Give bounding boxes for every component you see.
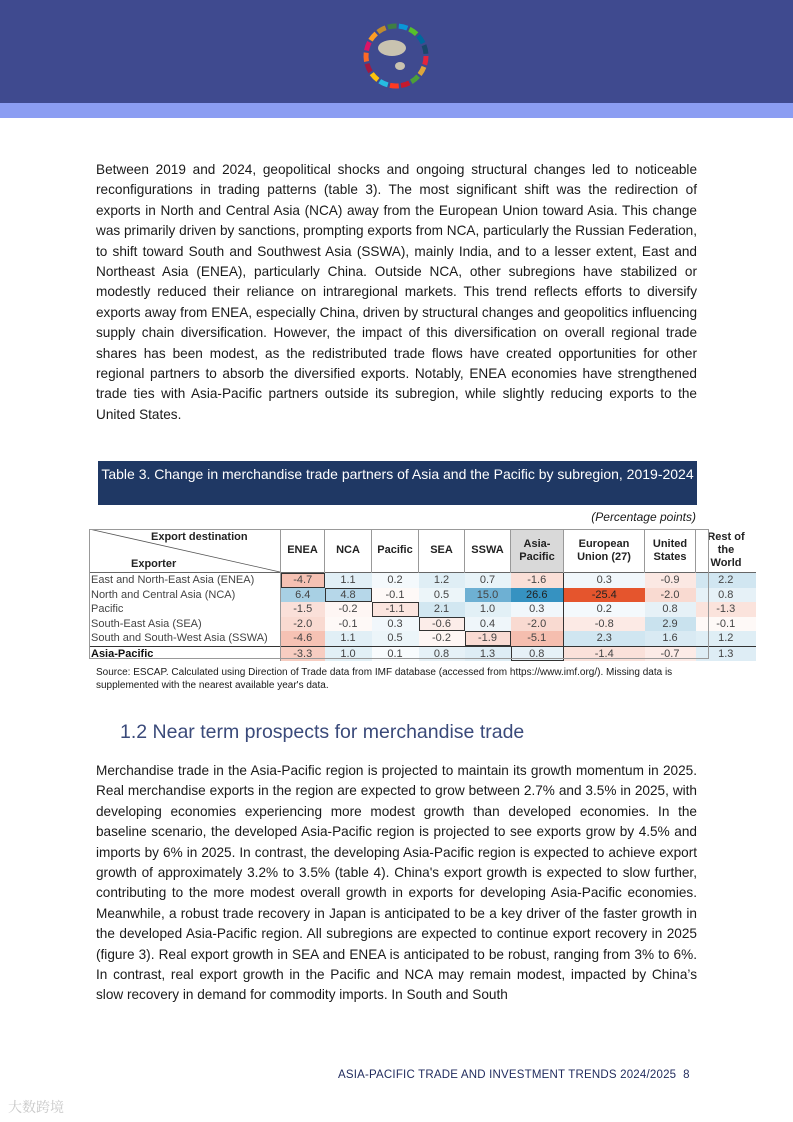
table-cell: -1.1	[372, 602, 419, 617]
table-cell: 0.2	[564, 602, 645, 617]
row-label: North and Central Asia (NCA)	[89, 588, 281, 603]
table-cell: 2.2	[696, 573, 757, 588]
page-number: 8	[683, 1069, 690, 1081]
table-cell: -2.0	[511, 617, 564, 632]
table-cell: 15.0	[465, 588, 511, 603]
sdg-segment	[380, 81, 388, 85]
table-cell: 26.6	[511, 588, 564, 603]
corner-bottom-label: Exporter	[131, 558, 177, 570]
section-heading: 1.2 Near term prospects for merchandise trade	[120, 721, 525, 743]
table-cell: 1.0	[465, 602, 511, 617]
table-cell: 1.2	[419, 573, 465, 588]
table-cell: -1.6	[511, 573, 564, 588]
table-cell: 4.8	[325, 588, 372, 603]
table-cell: -2.0	[281, 617, 325, 632]
table-cell: 2.1	[419, 602, 465, 617]
col-header: United States	[645, 529, 696, 573]
sdg-segment	[367, 64, 370, 72]
sdg-segment	[425, 56, 426, 65]
table-row	[89, 588, 756, 603]
sdg-segment	[401, 83, 409, 86]
col-header: NCA	[325, 529, 372, 573]
table-unit: (Percentage points)	[591, 510, 696, 524]
col-header: SSWA	[465, 529, 511, 573]
table-cell: 0.3	[511, 602, 564, 617]
table-cell: -0.2	[325, 602, 372, 617]
col-header: Pacific	[372, 529, 419, 573]
table-cell: 1.0	[325, 646, 372, 661]
paragraph-near-term-prospects: Merchandise trade in the Asia-Pacific region is projected to maintain its growth momentum in 2025. Real merchandise exports in the region are expected to grow between 2.7% and 3.5% in 2025, with developing economies experiencing more modest growth than developed economies. In the baseline scenario, the developed Asia-Pacific region is projected to see exports grow by 4.5% and imports by 6% in 2025. In contrast, the developing Asia-Pacific region is expected to achieve export growth of approximately 3.2% to 3.5% (table 4). China's export growth is expected to slow further, contributing to the more modest overall growth in exports for developing Asia-Pacific economies. Meanwhile, a robust trade recovery in Japan is anticipated to be a key driver of the faster growth in the developed Asia-Pacific region. All subregions are expected to continue export recovery in 2025 (figure 3). Real export growth in SEA and ENEA is anticipated to be robust, ranging from 3% to 6%. In contrast, real export growth in the Pacific and NCA may remain modest, impacted by China’s slow recovery in demand for commodity imports. In South and South	[96, 763, 697, 1003]
col-header: ENEA	[281, 529, 325, 573]
table-cell: -4.7	[281, 573, 325, 588]
sdg-segment	[420, 67, 424, 75]
sdg-segment	[424, 45, 426, 54]
table-cell: -1.4	[564, 646, 645, 661]
col-header: Asia-Pacific	[511, 529, 564, 573]
sdg-segment	[367, 42, 370, 50]
table-cell: 1.2	[696, 631, 757, 646]
table-cell: 0.5	[419, 588, 465, 603]
table-cell: 0.8	[645, 602, 696, 617]
table-cell: 2.9	[645, 617, 696, 632]
sdg-segment	[370, 33, 376, 40]
sdg-segment	[409, 29, 416, 34]
table-cell: -1.5	[281, 602, 325, 617]
table-cell: -2.0	[645, 588, 696, 603]
table-cell: -0.2	[419, 631, 465, 646]
table-cell: -0.9	[645, 573, 696, 588]
table-header-row	[89, 529, 756, 573]
table-cell: -5.1	[511, 631, 564, 646]
sdg-segment	[399, 26, 408, 28]
table-cell: -25.4	[564, 588, 645, 603]
table-cell: -0.1	[696, 617, 757, 632]
table-cell: 0.8	[419, 646, 465, 661]
sdg-segment	[388, 26, 397, 27]
table-cell: 0.7	[465, 573, 511, 588]
table-row	[89, 646, 756, 661]
table-cell: -1.3	[696, 602, 757, 617]
row-label: South-East Asia (SEA)	[89, 617, 281, 632]
table-row	[89, 602, 756, 617]
table-cell: -0.1	[325, 617, 372, 632]
table-cell: 0.8	[696, 588, 757, 603]
table-source-note: Source: ESCAP. Calculated using Direction of Trade data from IMF database (accessed from https://www.imf.org/). Missing data is supplemented with the nearest available year's data.	[96, 667, 673, 691]
table-cell: 0.3	[564, 573, 645, 588]
table-cell: 0.8	[511, 646, 564, 661]
escap-logo-icon	[362, 22, 430, 90]
table-cell: 0.2	[372, 573, 419, 588]
footer-title: ASIA-PACIFIC TRADE AND INVESTMENT TRENDS 2024/2025	[338, 1069, 677, 1081]
table-row	[89, 631, 756, 646]
table-row	[89, 617, 756, 632]
col-header: SEA	[419, 529, 465, 573]
table-cell: -0.6	[419, 617, 465, 632]
table-cell: 0.4	[465, 617, 511, 632]
row-label: Asia-Pacific	[89, 646, 281, 661]
table-cell: 6.4	[281, 588, 325, 603]
sdg-segment	[366, 53, 367, 62]
sdg-segment	[390, 85, 399, 86]
row-label: South and South-West Asia (SSWA)	[89, 631, 281, 646]
table-cell: 1.6	[645, 631, 696, 646]
table-cell: 1.1	[325, 573, 372, 588]
sdg-segment	[378, 28, 386, 32]
table-cell: -3.3	[281, 646, 325, 661]
table-cell: -0.7	[645, 646, 696, 661]
table-cell: 2.3	[564, 631, 645, 646]
table-cell: -0.1	[372, 588, 419, 603]
table-row	[89, 573, 756, 588]
sdg-segment	[411, 76, 418, 82]
sdg-segment	[418, 36, 423, 43]
table-cell: -1.9	[465, 631, 511, 646]
page-footer	[338, 1069, 690, 1081]
table-caption: Table 3. Change in merchandise trade partners of Asia and the Pacific by subregion, 2019-2024	[98, 461, 697, 505]
corner-top-label: Export destination	[151, 531, 248, 543]
table-cell: 1.3	[696, 646, 757, 661]
table-cell: 1.3	[465, 646, 511, 661]
table-cell: -0.8	[564, 617, 645, 632]
table-cell: 1.1	[325, 631, 372, 646]
table-cell: 0.1	[372, 646, 419, 661]
table-cell: -4.6	[281, 631, 325, 646]
sdg-segment	[372, 74, 378, 80]
table-cell: 0.3	[372, 617, 419, 632]
watermark: 大数跨境	[8, 1099, 64, 1115]
row-label: East and North-East Asia (ENEA)	[89, 573, 281, 588]
trade-change-table	[89, 529, 756, 661]
corner-header	[89, 529, 281, 573]
row-label: Pacific	[89, 602, 281, 617]
table-cell: 0.5	[372, 631, 419, 646]
header-accent-band	[0, 103, 793, 118]
col-header: European Union (27)	[564, 529, 645, 573]
col-header: Rest of the World	[707, 531, 745, 569]
paragraph-trade-patterns: Between 2019 and 2024, geopolitical shocks and ongoing structural changes led to noticeable reconfigurations in trading patterns (table 3). The most significant shift was the redirection of exports in North and Central Asia (NCA) away from the European Union toward Asia. This change was primarily driven by sanctions, prompting exports from NCA, particularly the Russian Federation, to shift toward South and Southwest Asia (SSWA), mainly India, and to a lesser extent, East and Northeast Asia (ENEA), particularly China. Outside NCA, other subregions have stabilized or modestly reduced their reliance on intraregional markets. This trend reflects efforts to diversify exports away from ENEA, especially China, driven by structural changes and geopolitics influencing supply chain diversification. However, the impact of this diversification on overall regional trade shares has been modest, as the redistributed trade flows have created opportunities for other regional partners to absorb the diversified exports. Notably, ENEA economies have strengthened trade ties with Asia-Pacific partners outside its subregion, while slightly reducing exports to the United States.	[96, 162, 697, 422]
